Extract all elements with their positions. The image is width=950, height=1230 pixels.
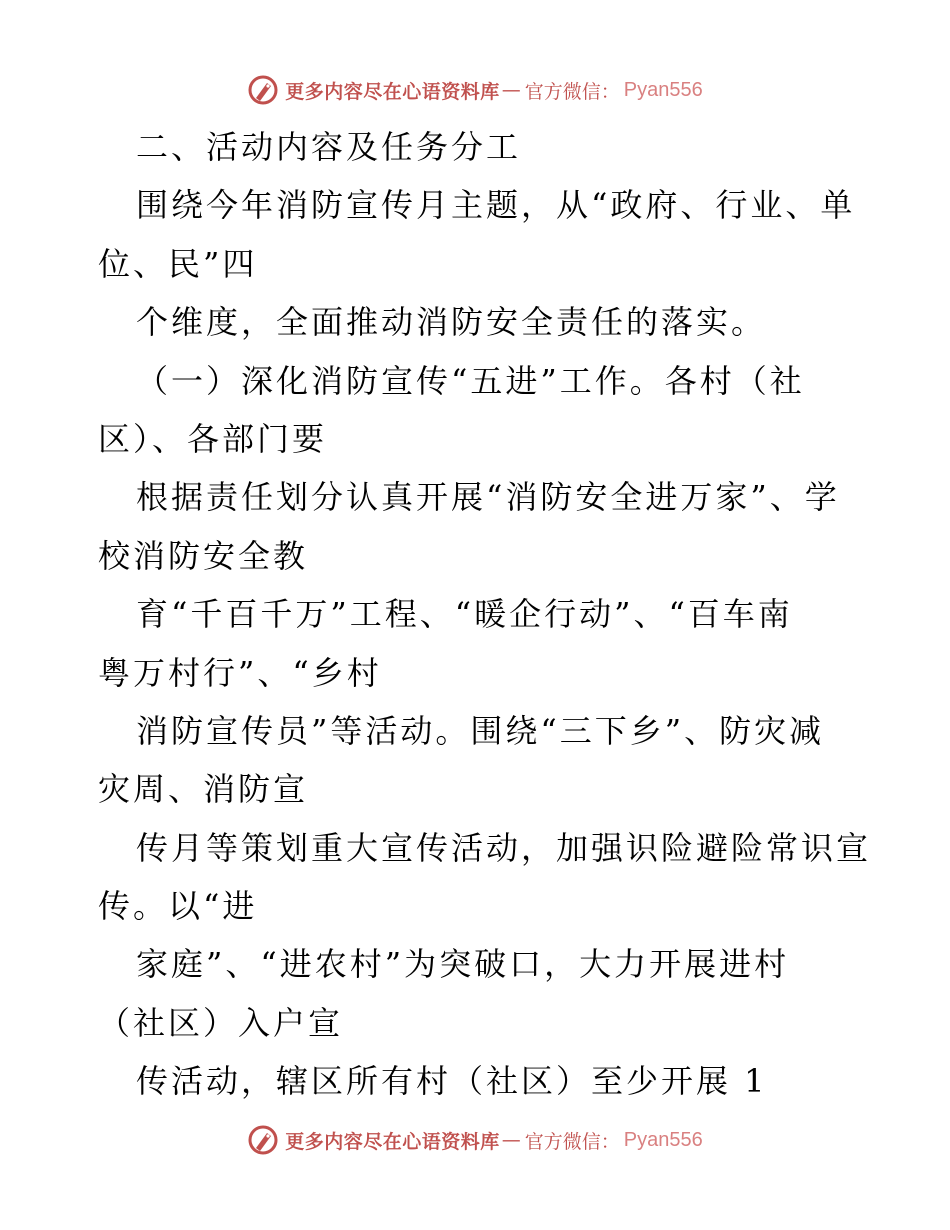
text-line: 家庭”、“进农村”为突破口，大力开展进村 [136, 945, 790, 984]
text-line: 传。以“进 [98, 887, 258, 926]
text-line: 传月等策划重大宣传活动，加强识险避险常识宣 [136, 828, 872, 867]
text-line: （一）深化消防宣传“五进”工作。各村（社 [136, 361, 805, 400]
pen-nib-circle-icon [247, 74, 279, 106]
watermark-label: 官方微信： [524, 80, 620, 103]
watermark-label: 官方微信： [524, 1130, 620, 1153]
text-line: 个维度，全面推动消防安全责任的落实。 [136, 303, 767, 342]
text-line: 灾周、消防宣 [98, 770, 309, 809]
text-line: 二、活动内容及任务分工 [136, 128, 522, 166]
watermark-dash: — [501, 1129, 521, 1151]
pen-nib-circle-icon [247, 1124, 279, 1156]
text-line: 位、民”四 [98, 244, 258, 283]
watermark-main-text: 更多内容尽在心语资料库 [285, 80, 500, 103]
document-body [98, 118, 872, 1111]
watermark-account: Pyan556 [623, 1128, 703, 1151]
text-line: 校消防安全教 [98, 536, 309, 575]
watermark-account: Pyan556 [623, 78, 703, 101]
text-line: 粤万村行”、“乡村 [98, 653, 382, 692]
header-watermark [0, 70, 950, 110]
watermark-main-text: 更多内容尽在心语资料库 [285, 1130, 500, 1153]
text-line: 消防宣传员”等活动。围绕“三下乡”、防灾减 [136, 711, 825, 750]
text-line: 区）、各部门要 [98, 419, 328, 458]
text-line: 根据责任划分认真开展“消防安全进万家”、学 [136, 478, 840, 517]
text-line: 育“千百千万”工程、“暖企行动”、“百车南 [136, 595, 793, 634]
text-line: 传活动，辖区所有村（社区）至少开展 1 [136, 1062, 768, 1101]
watermark-dash: — [501, 79, 521, 101]
text-line: （社区）入户宣 [98, 1003, 344, 1042]
text-line: 围绕今年消防宣传月主题，从“政府、行业、单 [136, 186, 856, 225]
footer-watermark [0, 1120, 950, 1160]
